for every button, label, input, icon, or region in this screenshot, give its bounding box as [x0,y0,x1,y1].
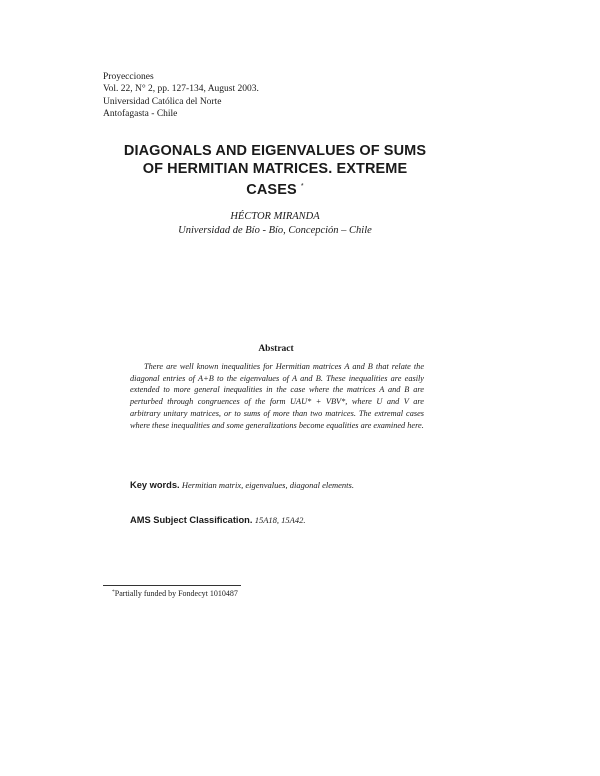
keywords-value: Hermitian matrix, eigenvalues, diagonal elements. [181,480,354,490]
author-block [0,210,550,238]
footnote-rule [103,585,241,586]
journal-volume: Vol. 22, N° 2, pp. 127-134, August 2003. [103,84,259,95]
journal-header [103,71,259,121]
journal-university: Universidad Católica del Norte [103,96,222,107]
paper-title [95,143,455,200]
footnote-mark: * [112,589,115,595]
title-line-3 [95,178,455,200]
footnote-text: Partially funded by Fondecyt 1010487 [114,589,238,598]
ams-label: AMS Subject Classification. [130,515,253,525]
journal-name: Proyecciones [103,72,154,82]
footnote [112,589,238,598]
title-footnote-mark: * [300,183,304,190]
abstract-heading: Abstract [258,344,294,354]
abstract-text: There are well known inequalities for Hermitian matrices A and B that relate the diagonal entries of A+B to the eigenvalues of A and B. These inequalities are easily extended to more general inequalities in the case where the matrices A and B are perturbed through congruences of the form UAU* + VBV*, where U and V are arbitrary unitary matrices, or to sums of more than two matrices. The extremal cases where these inequalities and some generalizations become equalities are examined here. [130,362,424,430]
ams-value: 15A18, 15A42. [254,515,306,525]
ams-classification-line [130,515,430,525]
title-line-3-text: CASES [246,182,297,198]
author-affiliation: Universidad de Bío - Bío, Concepción – Chile [178,225,372,236]
title-line-1: DIAGONALS AND EIGENVALUES OF SUMS [123,143,427,159]
title-line-2: OF HERMITIAN MATRICES. EXTREME [142,160,408,177]
journal-location: Antofagasta - Chile [103,109,178,120]
keywords-label: Key words. [130,480,180,490]
keywords-line [130,480,430,490]
author-name: HÉCTOR MIRANDA [230,211,320,222]
